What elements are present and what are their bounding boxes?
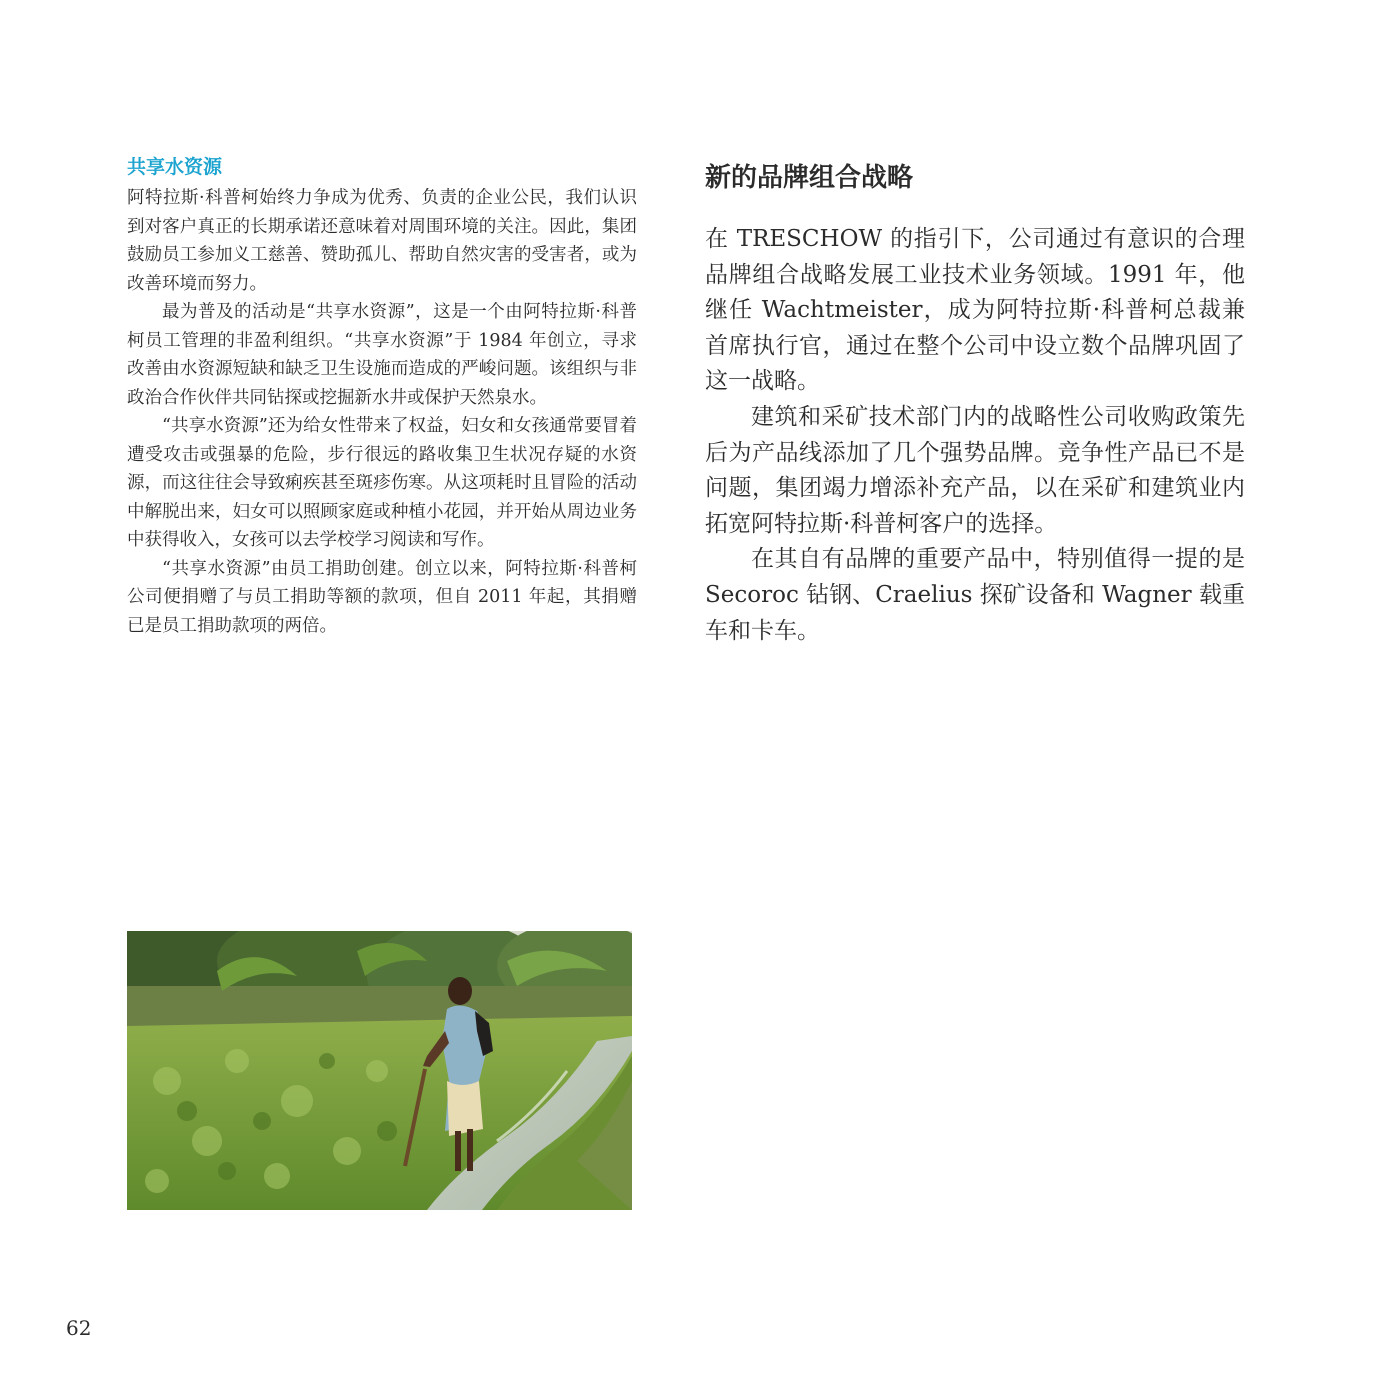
- left-paragraph-2: 最为普及的活动是“共享水资源”，这是一个由阿特拉斯·科普柯员工管理的非盈利组织。“共享水资源”于 1984 年创立，寻求改善由水资源短缺和缺乏卫生设施而造成的严峻问题。该组织与非政治合作伙伴共同钻探或挖掘新水井或保护天然泉水。: [127, 302, 637, 408]
- right-column: [705, 158, 1245, 649]
- article-title: 新的品牌组合战略: [705, 163, 914, 193]
- section-title: 共享水资源: [127, 156, 223, 178]
- right-paragraph-3: 在其自有品牌的重要产品中，特别值得一提的是 Secoroc 钻钢、Craelius 探矿设备和 Wagner 载重车和卡车。: [705, 546, 1245, 644]
- left-paragraph-3: “共享水资源”还为给女性带来了权益，妇女和女孩通常要冒着遭受攻击或强暴的危险，步行很远的路收集卫生状况存疑的水资源，而这往往会导致痢疾甚至斑疹伤寒。从这项耗时且冒险的活动中解脱出来，妇女可以照顾家庭或种植小花园，并开始从周边业务中获得收入，女孩可以去学校学习阅读和写作。: [127, 416, 637, 550]
- field-photo: [127, 931, 632, 1210]
- right-paragraph-1: 在 TRESCHOW 的指引下，公司通过有意识的合理品牌组合战略发展工业技术业务领域。1991 年，他继任 Wachtmeister，成为阿特拉斯·科普柯总裁兼首席执行官，通过在整个公司中设立数个品牌巩固了这一战略。: [705, 226, 1245, 395]
- left-paragraph-1: 阿特拉斯·科普柯始终力争成为优秀、负责的企业公民，我们认识到对客户真正的长期承诺还意味着对周围环境的关注。因此，集团鼓励员工参加义工慈善、赞助孤儿、帮助自然灾害的受害者，或为改善环境而努力。: [127, 188, 637, 294]
- left-paragraph-4: “共享水资源”由员工捐助创建。创立以来，阿特拉斯·科普柯公司便捐赠了与员工捐助等额的款项，但自 2011 年起，其捐赠已是员工捐助款项的两倍。: [127, 558, 637, 636]
- left-column: [127, 152, 637, 640]
- page-number: 62: [66, 1316, 92, 1340]
- field-photo-illustration: [127, 931, 632, 1210]
- right-paragraph-2: 建筑和采矿技术部门内的战略性公司收购政策先后为产品线添加了几个强势品牌。竞争性产品已不是问题，集团竭力增添补充产品，以在采矿和建筑业内拓宽阿特拉斯·科普柯客户的选择。: [705, 403, 1245, 537]
